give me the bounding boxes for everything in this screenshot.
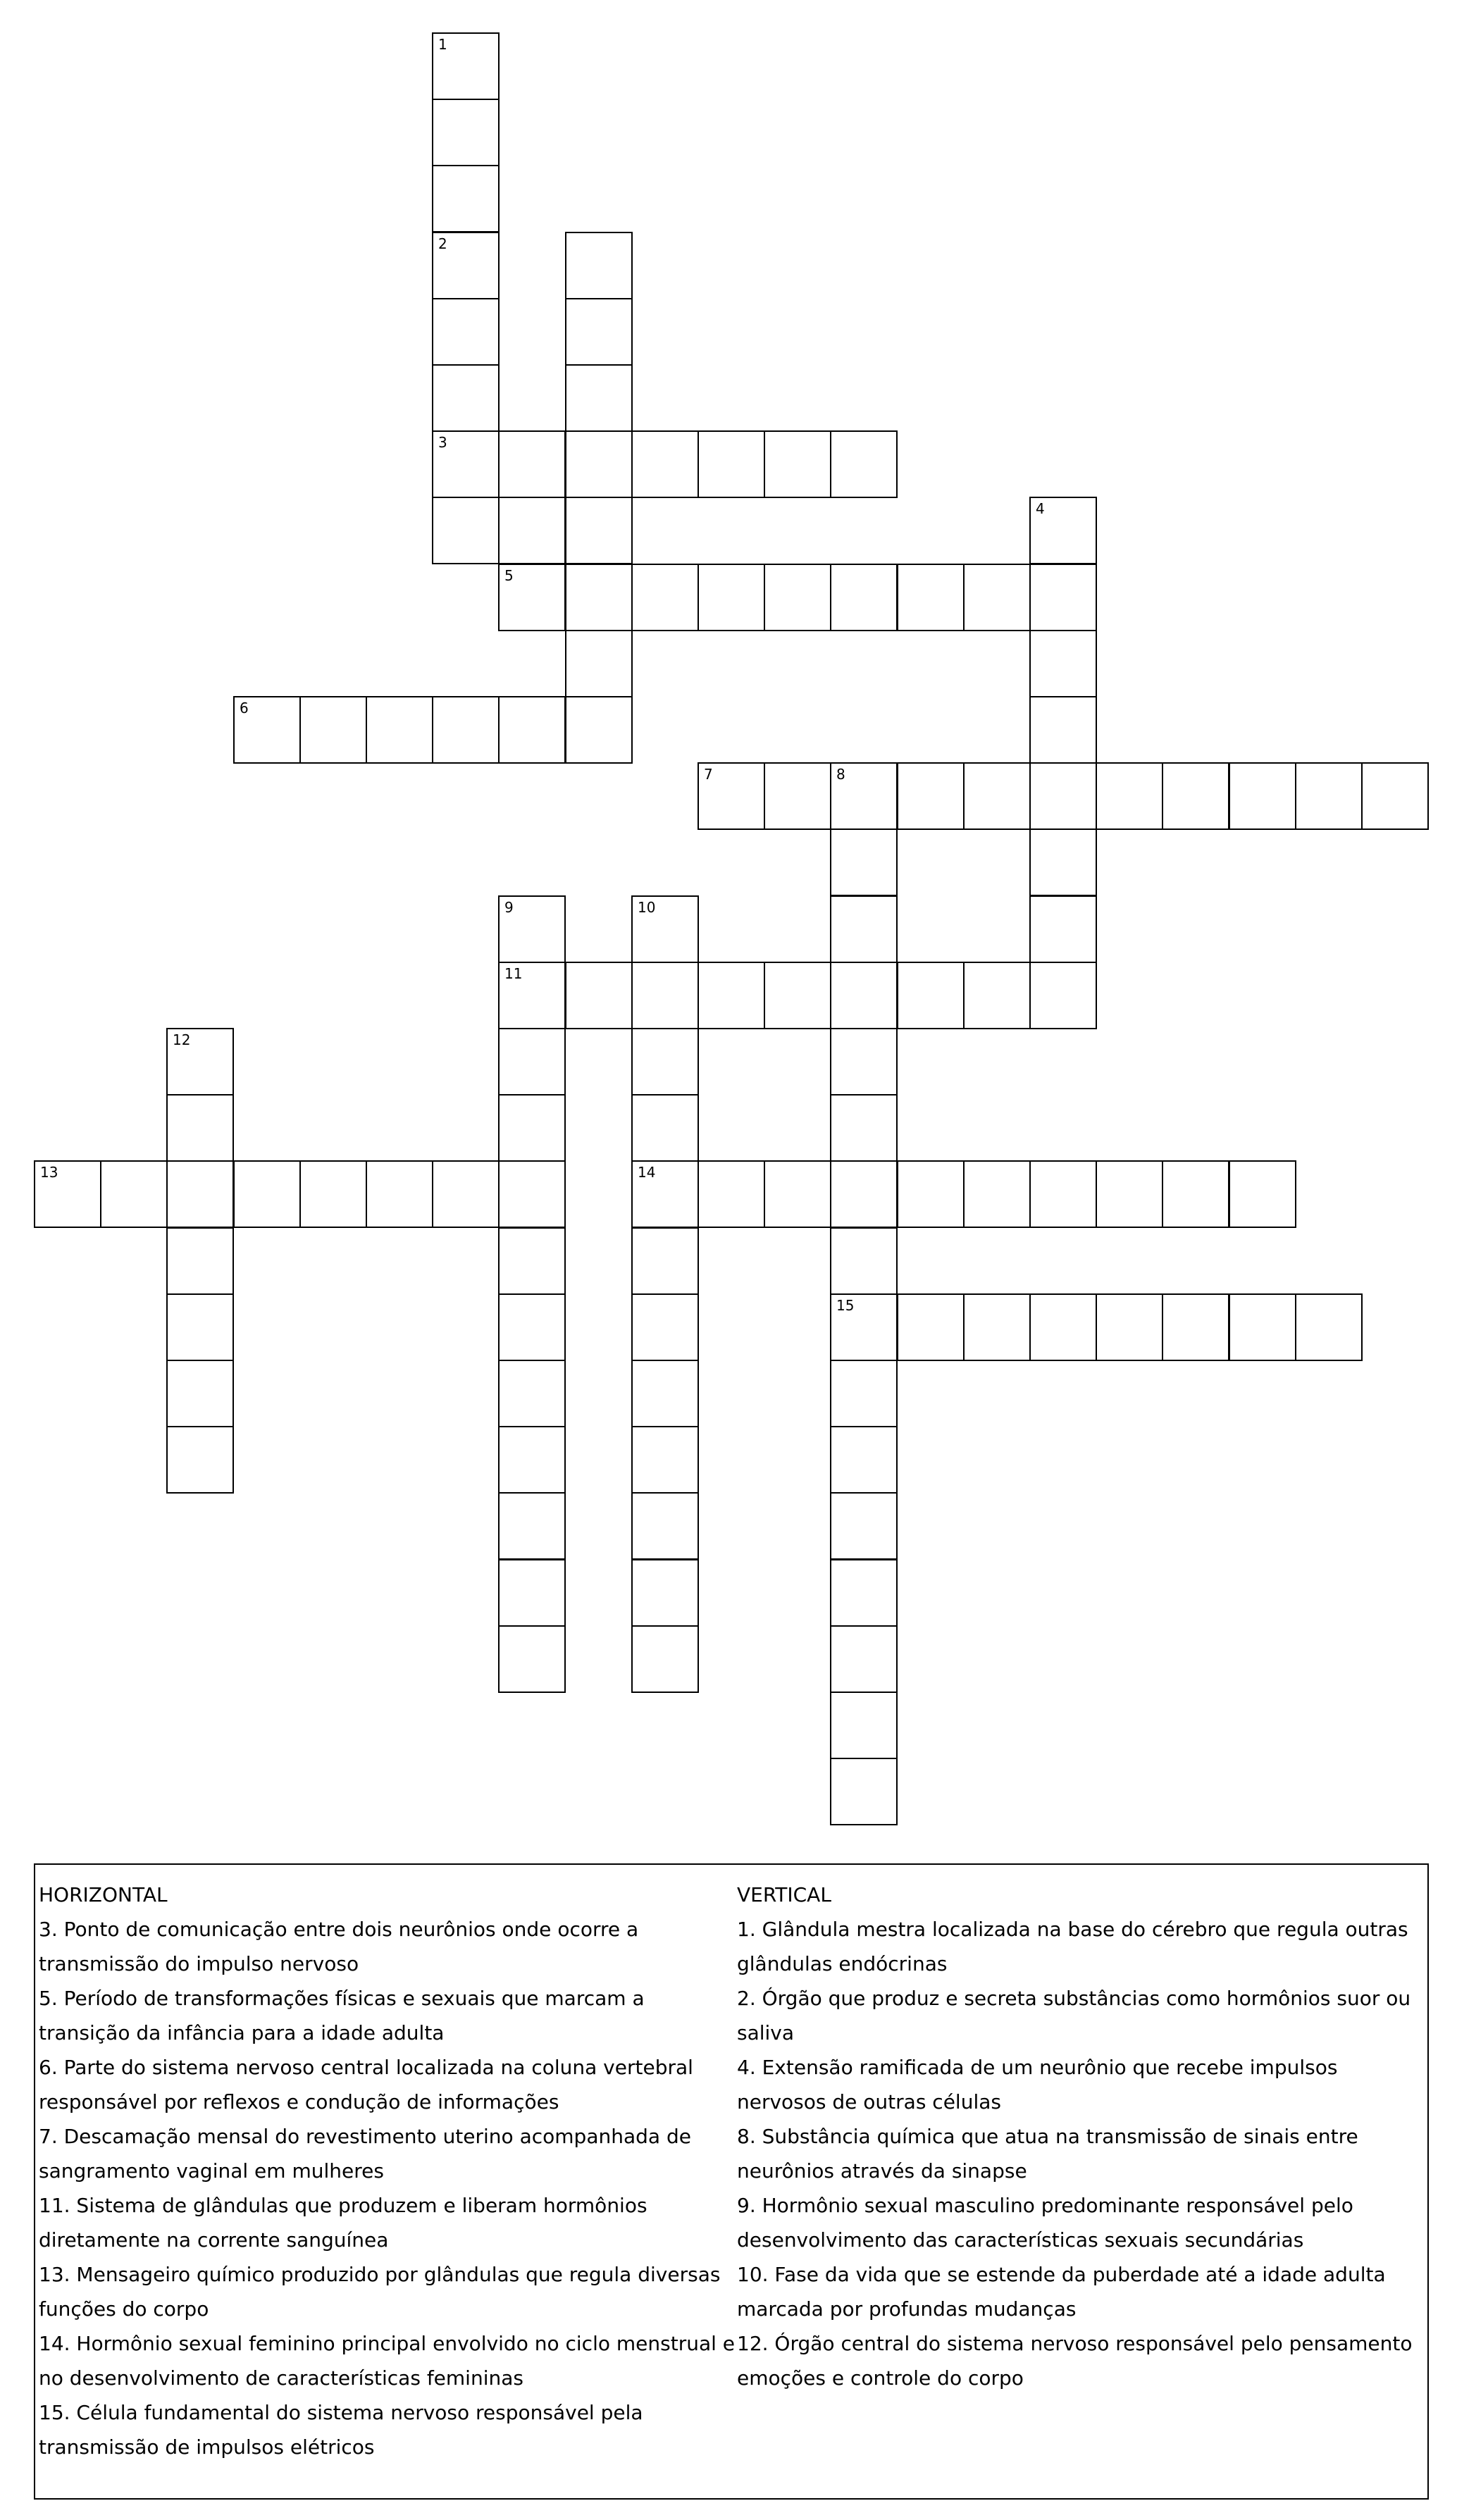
- clue-cell-12[interactable]: [166, 1028, 234, 1095]
- grid-cell[interactable]: [565, 364, 633, 432]
- grid-cell[interactable]: [1029, 895, 1097, 963]
- grid-cell[interactable]: [764, 962, 831, 1029]
- grid-cell[interactable]: [1229, 1293, 1296, 1361]
- grid-cell[interactable]: [631, 1227, 699, 1295]
- grid-cell[interactable]: [565, 564, 633, 631]
- grid-cell[interactable]: [631, 1559, 699, 1627]
- grid-cell[interactable]: [1029, 828, 1097, 896]
- clue-v-12: 12. Órgão central do sistema nervoso responsável pelo pensamento emoções e controle do corpo: [737, 2332, 1413, 2390]
- grid-cell[interactable]: [830, 564, 898, 631]
- grid-cell[interactable]: [631, 430, 699, 498]
- grid-cell[interactable]: [498, 1492, 566, 1560]
- clue-cell-6[interactable]: [233, 696, 301, 764]
- grid-cell[interactable]: [830, 1160, 898, 1228]
- grid-cell[interactable]: [830, 1426, 898, 1494]
- grid-cell[interactable]: [830, 1559, 898, 1627]
- grid-cell[interactable]: [432, 1160, 500, 1228]
- grid-cell[interactable]: [631, 1426, 699, 1494]
- clue-cell-2[interactable]: [432, 232, 500, 299]
- grid-cell[interactable]: [366, 1160, 433, 1228]
- grid-cell[interactable]: [498, 1028, 566, 1095]
- grid-cell[interactable]: [565, 298, 633, 366]
- grid-cell[interactable]: [698, 1160, 765, 1228]
- clue-h-13: 13. Mensageiro químico produzido por glândulas que regula diversas funções do corpo: [39, 2263, 721, 2321]
- clue-number: 1: [438, 36, 447, 53]
- grid-cell[interactable]: [498, 497, 566, 564]
- clue-cell-9[interactable]: [498, 895, 566, 963]
- grid-cell[interactable]: [1029, 962, 1097, 1029]
- clue-v-4: 4. Extensão ramificada de um neurônio que recebe impulsos nervosos de outras células: [737, 2056, 1338, 2114]
- clue-cell-10[interactable]: [631, 895, 699, 963]
- horizontal-clues: [39, 1877, 736, 2464]
- vertical-clues: [737, 1877, 1424, 2395]
- clue-cell-8[interactable]: [830, 762, 898, 830]
- grid-cell[interactable]: [963, 564, 1031, 631]
- grid-cell[interactable]: [1029, 630, 1097, 697]
- grid-cell[interactable]: [498, 1293, 566, 1361]
- grid-cell[interactable]: [1029, 762, 1097, 830]
- clue-h-3: 3. Ponto de comunicação entre dois neurônios onde ocorre a transmissão do impulso nervoso: [39, 1918, 639, 1975]
- grid-cell[interactable]: [830, 1758, 898, 1825]
- clue-v-8: 8. Substância química que atua na transmissão de sinais entre neurônios através da sinapse: [737, 2125, 1358, 2183]
- grid-cell[interactable]: [565, 962, 633, 1029]
- grid-cell[interactable]: [432, 165, 500, 232]
- grid-cell[interactable]: [1295, 762, 1363, 830]
- grid-cell[interactable]: [830, 962, 898, 1029]
- grid-cell[interactable]: [830, 895, 898, 963]
- clue-h-7: 7. Descamação mensal do revestimento uterino acompanhada de sangramento vaginal em mulheres: [39, 2125, 691, 2183]
- grid-cell[interactable]: [565, 630, 633, 697]
- grid-cell[interactable]: [299, 1160, 367, 1228]
- clue-v-10: 10. Fase da vida que se estende da puberdade até a idade adulta marcada por profundas mudanças: [737, 2263, 1386, 2321]
- clue-h-11: 11. Sistema de glândulas que produzem e liberam hormônios diretamente na corrente sanguínea: [39, 2194, 647, 2252]
- grid-cell[interactable]: [565, 430, 633, 498]
- grid-cell[interactable]: [830, 1094, 898, 1162]
- grid-cell[interactable]: [698, 430, 765, 498]
- clue-cell-5[interactable]: [498, 564, 566, 631]
- grid-cell[interactable]: [764, 1160, 831, 1228]
- clue-cell-4[interactable]: [1029, 497, 1097, 564]
- grid-cell[interactable]: [366, 696, 433, 764]
- clue-cell-7[interactable]: [698, 762, 765, 830]
- grid-cell[interactable]: [764, 564, 831, 631]
- grid-cell[interactable]: [897, 1293, 965, 1361]
- grid-cell[interactable]: [1162, 1160, 1229, 1228]
- grid-cell[interactable]: [631, 564, 699, 631]
- clue-number: 10: [638, 899, 656, 916]
- clue-v-9: 9. Hormônio sexual masculino predominante responsável pelo desenvolvimento das características sexuais secundárias: [737, 2194, 1353, 2252]
- clue-number: 13: [40, 1164, 58, 1181]
- grid-cell[interactable]: [498, 1625, 566, 1693]
- grid-cell[interactable]: [963, 962, 1031, 1029]
- grid-cell[interactable]: [830, 1360, 898, 1427]
- clue-cell-11[interactable]: [498, 962, 566, 1029]
- grid-cell[interactable]: [166, 1227, 234, 1295]
- clue-cell-15[interactable]: [830, 1293, 898, 1361]
- grid-cell[interactable]: [498, 1360, 566, 1427]
- grid-cell[interactable]: [897, 1160, 965, 1228]
- grid-cell[interactable]: [498, 1160, 566, 1228]
- clue-v-2: 2. Órgão que produz e secreta substâncias como hormônios suor ou saliva: [737, 1987, 1411, 2044]
- grid-cell[interactable]: [432, 696, 500, 764]
- vertical-title: VERTICAL: [737, 1883, 831, 1906]
- grid-cell[interactable]: [830, 828, 898, 896]
- clue-number: 14: [638, 1164, 656, 1181]
- grid-cell[interactable]: [631, 1625, 699, 1693]
- clues-panel: [34, 1863, 1429, 2500]
- clue-number: 3: [438, 434, 447, 451]
- grid-cell[interactable]: [432, 364, 500, 432]
- clue-cell-1[interactable]: [432, 32, 500, 100]
- horizontal-title: HORIZONTAL: [39, 1883, 168, 1906]
- grid-cell[interactable]: [565, 232, 633, 299]
- clue-number: 8: [836, 766, 845, 783]
- grid-cell[interactable]: [830, 1028, 898, 1095]
- grid-cell[interactable]: [432, 99, 500, 166]
- grid-cell[interactable]: [100, 1160, 168, 1228]
- clue-number: 4: [1036, 500, 1045, 517]
- clue-number: 6: [240, 700, 249, 716]
- grid-cell[interactable]: [830, 1692, 898, 1759]
- grid-cell[interactable]: [897, 564, 965, 631]
- grid-cell[interactable]: [1361, 762, 1429, 830]
- grid-cell[interactable]: [565, 696, 633, 764]
- grid-cell[interactable]: [830, 430, 898, 498]
- grid-cell[interactable]: [1229, 762, 1296, 830]
- grid-cell[interactable]: [897, 962, 965, 1029]
- clue-cell-3[interactable]: [432, 430, 500, 498]
- grid-cell[interactable]: [1029, 564, 1097, 631]
- grid-cell[interactable]: [631, 1293, 699, 1361]
- grid-cell[interactable]: [1096, 1293, 1163, 1361]
- grid-cell[interactable]: [698, 564, 765, 631]
- grid-cell[interactable]: [631, 962, 699, 1029]
- clue-number: 5: [504, 567, 514, 584]
- grid-cell[interactable]: [299, 696, 367, 764]
- grid-cell[interactable]: [166, 1293, 234, 1361]
- grid-cell[interactable]: [1162, 1293, 1229, 1361]
- clue-h-6: 6. Parte do sistema nervoso central localizada na coluna vertebral responsável por reflexos e condução de informações: [39, 2056, 693, 2114]
- grid-cell[interactable]: [1229, 1160, 1296, 1228]
- clue-h-5: 5. Período de transformações físicas e sexuais que marcam a transição da infância para a idade adulta: [39, 1987, 645, 2044]
- grid-cell[interactable]: [830, 1625, 898, 1693]
- grid-cell[interactable]: [764, 762, 831, 830]
- grid-cell[interactable]: [498, 696, 566, 764]
- grid-cell[interactable]: [498, 1094, 566, 1162]
- grid-cell[interactable]: [1162, 762, 1229, 830]
- grid-cell[interactable]: [432, 497, 500, 564]
- clue-number: 9: [504, 899, 514, 916]
- grid-cell[interactable]: [1295, 1293, 1363, 1361]
- clue-number: 12: [173, 1031, 191, 1048]
- grid-cell[interactable]: [963, 1160, 1031, 1228]
- grid-cell[interactable]: [1096, 1160, 1163, 1228]
- grid-cell[interactable]: [631, 1492, 699, 1560]
- clue-cell-14[interactable]: [631, 1160, 699, 1228]
- clue-number: 7: [704, 766, 713, 783]
- grid-cell[interactable]: [764, 430, 831, 498]
- grid-cell[interactable]: [631, 1360, 699, 1427]
- clue-v-1: 1. Glândula mestra localizada na base do cérebro que regula outras glândulas endócrinas: [737, 1918, 1408, 1975]
- grid-cell[interactable]: [830, 1492, 898, 1560]
- grid-cell[interactable]: [166, 1426, 234, 1494]
- grid-cell[interactable]: [963, 1293, 1031, 1361]
- clue-number: 2: [438, 235, 447, 252]
- grid-cell[interactable]: [897, 762, 965, 830]
- grid-cell[interactable]: [631, 1094, 699, 1162]
- grid-cell[interactable]: [166, 1094, 234, 1162]
- grid-cell[interactable]: [498, 1559, 566, 1627]
- grid-cell[interactable]: [631, 1028, 699, 1095]
- clue-h-14: 14. Hormônio sexual feminino principal envolvido no ciclo menstrual e no desenvolvimento de características femininas: [39, 2332, 736, 2390]
- clue-number: 11: [504, 965, 523, 982]
- grid-cell[interactable]: [432, 298, 500, 366]
- grid-cell[interactable]: [565, 497, 633, 564]
- grid-cell[interactable]: [1029, 1293, 1097, 1361]
- grid-cell[interactable]: [698, 962, 765, 1029]
- clue-cell-13[interactable]: [34, 1160, 101, 1228]
- clue-h-15: 15. Célula fundamental do sistema nervoso responsável pela transmissão de impulsos elétricos: [39, 2401, 643, 2459]
- grid-cell[interactable]: [498, 1426, 566, 1494]
- grid-cell[interactable]: [1096, 762, 1163, 830]
- grid-cell[interactable]: [1029, 696, 1097, 764]
- grid-cell[interactable]: [166, 1160, 234, 1228]
- clue-number: 15: [836, 1297, 855, 1314]
- grid-cell[interactable]: [1029, 1160, 1097, 1228]
- grid-cell[interactable]: [233, 1160, 301, 1228]
- grid-cell[interactable]: [166, 1360, 234, 1427]
- grid-cell[interactable]: [498, 430, 566, 498]
- grid-cell[interactable]: [498, 1227, 566, 1295]
- grid-cell[interactable]: [963, 762, 1031, 830]
- grid-cell[interactable]: [830, 1227, 898, 1295]
